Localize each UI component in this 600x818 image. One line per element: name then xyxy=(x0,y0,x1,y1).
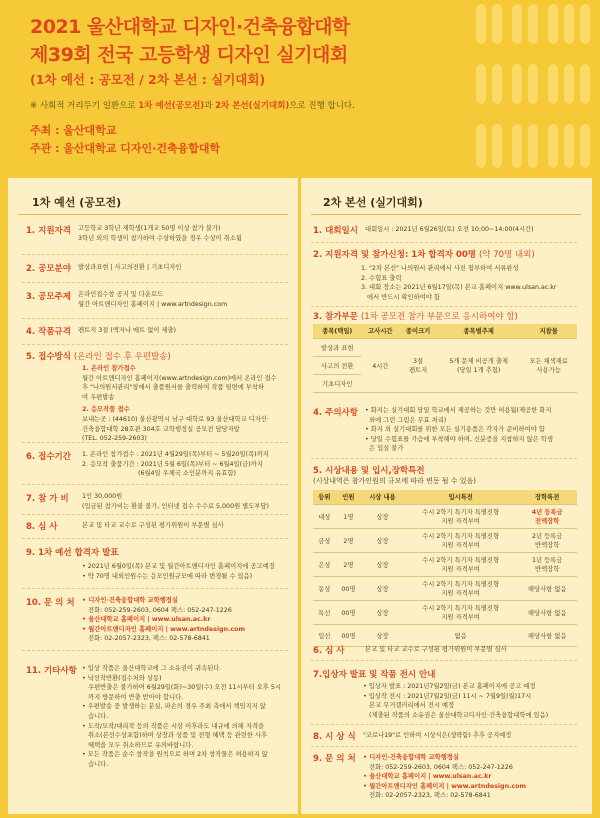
table-row: 동상 00명 상장 수시 2학기 특기자 특별전형 지원 자격부여 해당사항 없음 xyxy=(313,576,577,600)
table-row: 발상과 표현 4시간 3절 켄트지 5개 문제 비공개 출제 (당일 1개 추첨) 모든 채색재료 사용가능 xyxy=(313,338,577,356)
item-text: 대회일시 : 2021년 6월26일(토) 오전 10:00~14:00(4시간) xyxy=(365,226,534,233)
item-text: • 입상자 발표 : 2021년7월2일(금) 본교 홈페이지에 공고 예정 • 입상작 전시 : 2021년7월2일(금) 11시 ~ 7월9일(월)17시 본교 무거갤러리에서 전시 예정 (제출된 작품의 소유권은 울산대학교디자인·건축융합대학에 있음) xyxy=(363,683,549,719)
section-title-preliminary: 1차 예선 (공모전) xyxy=(32,196,122,209)
bottom-band xyxy=(0,814,600,818)
item-text: 본교 및 타교 교수로 구성된 평가위원이 부문별 심사 xyxy=(82,522,224,529)
host-label: 주최 : 울산대학교 xyxy=(30,124,117,137)
item-text: • 화지는 실기대회 당일 학교에서 제공하는 것만 허용됨(제공한 화지 외에 그린 그림은 무효 처리) • 화지 외 실기대회를 위한 모든 실기용품은 각자가 준비하여야 함 • 당일 수험표를 가슴에 부착해야 하며, 신분증을 지참하지 않은 학생 은 입실 불가 xyxy=(365,407,553,453)
section-title-final: 2차 본선 (실기대회) xyxy=(323,196,423,209)
item-label: 2. 지원자격 및 참가신청: 1차 합격자 00명 (약 70명 내외) xyxy=(313,250,535,260)
item-text: • 입상 작품은 울산대학교에 그 소유권이 귀속된다. • 낙선작반환(접수처와 상동) 우편반출은 불가하며 6월29일(화)~30일(수) 오전 11시부터 오후 5시 까지 방문하여 반출 받아야 합니다. • 우편발송 중 발생하는 분실, 파손의 경우 주최 측에서 책임지지 않 습니다. • 도작/모작/대리작 등의 작품은 시상 이후라도 내규에 의해 자격을 취소(본선수상포함)하며 상장과 상품 및 전형 혜택 등 관련한 사후 혜택을 모두 취소하므로 유의바랍니다. • 모든 작품은 순수 창작을 원칙으로 하며 2차 창작물은 허용하지 않 습니다. xyxy=(82,665,281,768)
item-separator xyxy=(22,538,288,539)
section-rule xyxy=(311,214,581,215)
item-separator xyxy=(311,458,577,459)
category-table xyxy=(313,324,577,393)
item-separator xyxy=(311,746,577,747)
title-line-3: (1차 예선 : 공모전 / 2차 본선 : 실기대회) xyxy=(30,72,266,87)
poster-header xyxy=(0,0,600,176)
organizer-label: 주관 : 울산대학교 디자인·건축융합대학 xyxy=(30,142,221,155)
item-text: 1. 온라인 참가접수 월간 아트앤디자인 홈페이지(www.artndesign.com)에서 온라인 접수 후 "나의원서관리"창에서 출품원서를 출력하여 작품 뒷면에 부착하 여 우편발송 2. 응모작품 접수 보내는곳 : (44610) 울산광역시 남구 대학로 93 울산대학교 디자인· 건축융합대학 28호관 304호 교학행정실 공모전 담당자앞 (TEL. 052-259-2603) xyxy=(82,365,277,443)
item-label: 3. 참가부문 (1차 공모전 참가 부문으로 응시하여야 함) xyxy=(313,312,518,322)
item-label: 10. 문 의 처 xyxy=(26,598,75,608)
item-separator xyxy=(311,306,577,307)
item-text: 본교 및 타교 교수로 구성된 평가위원이 부문별 심사 xyxy=(365,646,507,653)
item-separator xyxy=(22,344,288,345)
item-separator xyxy=(22,484,288,485)
item-label: 5. 접수방식 (온라인 접수 후 우편발송) xyxy=(26,352,171,362)
table-header: 등위 xyxy=(313,490,336,504)
item-text: 켄트지 3절 (액자나 매트 없이 제출) xyxy=(78,327,177,334)
table-header: 고사시간 xyxy=(361,324,399,338)
item-text: 1인 30,000원 (입금된 참가비는 환불 불가, 인터넷 접수 수수료 5,000원 별도부담) xyxy=(82,493,269,510)
item-label: 7.입상자 발표 및 작품 전시 안내 xyxy=(313,670,436,680)
item-text: 고등학교 3학년 재학생(1개교 50명 이상 참가 불가) 3학년 외의 학생이 참가하여 수상하였을 경우 수상이 취소됨 xyxy=(78,225,243,242)
table-header: 종이크기 xyxy=(399,324,437,338)
table-row: 특선 00명 상장 수시 2학기 특기자 특별전형 지원 자격부여 해당사항 없음 xyxy=(313,600,577,624)
table-header: 장학특전 xyxy=(517,490,577,504)
item-text: • 디자인·건축융합대학 교학행정실 전화: 052-259-2603, 0604 팩스: 052-247-1226 • 울산대학교 홈페이지 | www.ulsan.ac.kr • 월간아트앤디자인 홈페이지 | www.artndesign.com 전화: 02-2057-2323, 팩스: 02-578-6841 xyxy=(82,597,246,643)
item-label: 7. 참 가 비 xyxy=(26,494,69,504)
item-separator xyxy=(22,442,288,443)
item-separator xyxy=(22,254,288,255)
right-column xyxy=(301,178,592,814)
item-label: 1. 대회일시 xyxy=(313,226,358,236)
item-label: 9. 문 의 처 xyxy=(313,754,356,764)
table-row: 대상 1명 상장 수시 2학기 특기자 특별전형 지원 자격부여 4년 등록금 전액장학 xyxy=(313,504,577,528)
item-label: 9. 1차 예선 합격자 발표 xyxy=(26,548,119,558)
item-text: • 2021년 6월0일(목) 본교 및 월간아트앤디자인 홈페이지에 공고예정 • 약 70명 내외인원수는 응모인원규모에 따라 변경될 수 있음) xyxy=(82,563,275,580)
item-label: 3. 공모주제 xyxy=(26,292,71,302)
item-label: 4. 작품규격 xyxy=(26,327,71,337)
item-label: 2. 공모분야 xyxy=(26,264,71,274)
title-line-1: 2021 울산대학교 디자인·건축융합대학 xyxy=(30,16,350,38)
table-header: 종목별주제 xyxy=(437,324,520,338)
table-header: 인원 xyxy=(336,490,361,504)
award-note: (시상내역은 참가인원의 규모에 따라 변동 될 수 있음) xyxy=(313,477,477,485)
item-label: 6. 접수기간 xyxy=(26,452,71,462)
notice-text: ※ 사회적 거리두기 일환으로 1차 예선(공모전)과 2차 본선(실기대회)으로 진행 합니다. xyxy=(30,101,355,111)
table-row: 은상 2명 상장 수시 2학기 특기자 특별전형 지원 자격부여 1년 등록금 반액장학 xyxy=(313,552,577,576)
item-text: 온라인접수창 공지 및 다운로드 월간 아트앤디자인 홈페이지 | www.artndesign.com xyxy=(78,291,228,308)
table-row: 입선 00명 상장 없음 해당사항 없음 xyxy=(313,624,577,646)
item-separator xyxy=(22,650,288,651)
item-text: 발상과표현 | 사고의전환 | 기초디자인 xyxy=(78,264,182,271)
item-label: 4. 주의사항 xyxy=(313,408,358,418)
award-table xyxy=(313,490,577,647)
item-text: • 디자인·건축융합대학 교학행정실 전화: 052-259-2603, 0604 팩스: 052-247-1226 • 울산대학교 홈페이지 | www.ulsan.ac.kr • 월간아트앤디자인 홈페이지 | www.artndesign.com 전화: 02-2057-2323, 팩스: 02-578-6841 xyxy=(363,754,527,800)
watermark-pattern xyxy=(472,4,592,172)
table-row: 기초디자인 xyxy=(313,374,577,392)
item-label: 8. 심 사 xyxy=(26,522,58,532)
item-separator xyxy=(311,660,577,661)
table-header: 종목(택일) xyxy=(313,324,361,338)
item-separator xyxy=(22,514,288,515)
section-rule xyxy=(18,214,288,215)
item-separator xyxy=(22,318,288,319)
item-label: 8. 시 상 식 xyxy=(313,732,356,742)
item-separator xyxy=(22,282,288,283)
table-row: 금상 2명 상장 수시 2학기 특기자 특별전형 지원 자격부여 2년 등록금 반액장학 xyxy=(313,528,577,552)
item-label: 11. 기타사항 xyxy=(26,666,77,676)
item-text: 1. 온라인 참가접수 : 2021년 4월29일(목)부터 ~ 5월20일(목)까지 2. 응모작 출품기간 : 2021년 5월 6일(목)부터 ~ 6월4일(금)까지 (6월4일 우체국 소인분까지 유효함) xyxy=(82,451,269,478)
item-label: 1. 지원자격 xyxy=(26,226,71,236)
item-label: 5. 시상내용 및 입시,장학특전 xyxy=(313,466,425,476)
content-panel xyxy=(8,178,592,814)
item-text: "코로나19"로 인하여 시상식은(생략함) 추후 공지예정 xyxy=(363,732,512,739)
table-header: 시상 내용 xyxy=(361,490,404,504)
item-separator xyxy=(311,724,577,725)
item-separator xyxy=(311,242,577,243)
item-text: 1. "2차 본선" 나의원서 관리에서 사진 첨부하여 서류완성 2. 수험표 출력 3. 대회 장소는 2021년 6월17일(목) 본교 홈페이지 www.ulsan.ac.kr 에서 반드시 확인하여야 함 xyxy=(361,265,557,301)
left-column xyxy=(8,178,298,814)
table-header: 지참물 xyxy=(520,324,577,338)
table-row: 사고의 전환 xyxy=(313,356,577,374)
item-label: 6. 심 사 xyxy=(313,646,345,656)
title-line-2: 제39회 전국 고등학생 디자인 실기대회 xyxy=(30,44,348,66)
table-header: 입시특전 xyxy=(404,490,517,504)
item-separator xyxy=(22,588,288,589)
